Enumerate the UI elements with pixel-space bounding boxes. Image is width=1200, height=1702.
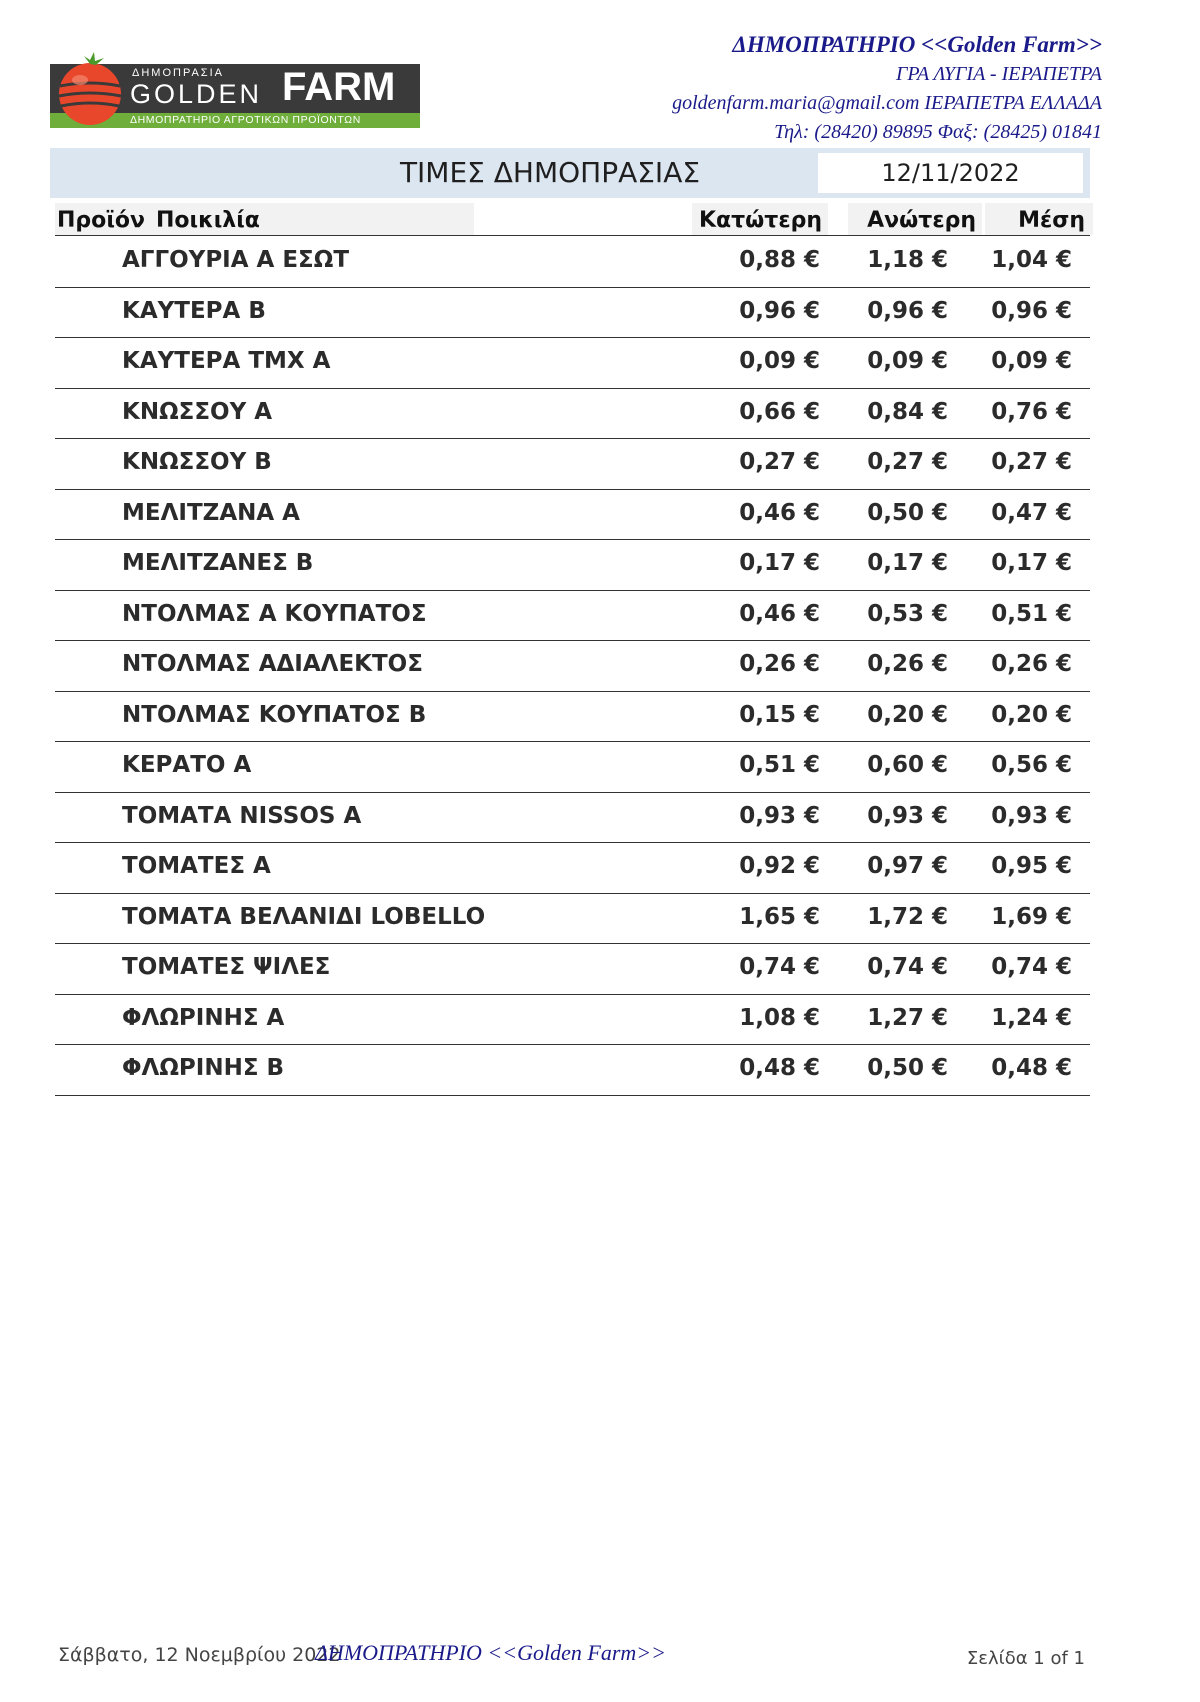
table-row — [55, 338, 1090, 389]
row-low-price: 0,26 € — [739, 651, 820, 677]
logo-farm-text: FARM — [282, 65, 396, 109]
company-email-line: goldenfarm.maria@gmail.com ΙΕΡΑΠΕΤΡΑ ΕΛΛΑΔΑ — [672, 92, 1102, 114]
row-avg-price: 0,26 € — [991, 651, 1072, 677]
tomato-icon — [54, 50, 126, 126]
table-row — [55, 641, 1090, 692]
row-variety: ΝΤΟΛΜΑΣ ΚΟΥΠΑΤΟΣ Β — [122, 701, 427, 728]
row-variety: ΝΤΟΛΜΑΣ ΑΔΙΑΛΕΚΤΟΣ — [122, 651, 423, 677]
page-footer — [0, 1640, 1200, 1680]
row-low-price: 0,51 € — [739, 752, 820, 778]
row-high-price: 0,60 € — [867, 752, 948, 778]
row-high-price: 0,93 € — [867, 802, 948, 829]
table-row — [55, 540, 1090, 591]
row-variety: ΜΕΛΙΤΖΑΝΕΣ Β — [122, 550, 314, 576]
row-high-price: 0,74 € — [867, 954, 948, 980]
row-low-price: 1,65 € — [739, 903, 820, 930]
row-low-price: 0,46 € — [739, 600, 820, 627]
row-low-price: 1,08 € — [739, 1004, 820, 1031]
row-low-price: 0,09 € — [739, 348, 820, 374]
table-row — [55, 591, 1090, 642]
logo-small-text: ΔΗΜΟΠΡΑΣΙΑ — [132, 67, 225, 79]
row-high-price: 1,27 € — [867, 1004, 948, 1031]
row-low-price: 0,46 € — [739, 499, 820, 526]
table-row — [55, 490, 1090, 541]
row-avg-price: 1,69 € — [991, 903, 1072, 930]
row-low-price: 0,15 € — [739, 701, 820, 728]
table-row — [55, 944, 1090, 995]
row-avg-price: 0,93 € — [991, 802, 1072, 829]
column-header-product: Προϊόν — [55, 203, 152, 235]
row-variety: ΤΟΜΑΤΑ NISSOS A — [122, 802, 362, 829]
column-header-variety: Ποικιλία — [152, 203, 474, 235]
company-address: ΓΡΑ ΛΥΓΙΑ - ΙΕΡΑΠΕΤΡΑ — [895, 63, 1102, 85]
table-row — [55, 439, 1090, 490]
column-header-high: Ανώτερη — [848, 203, 982, 235]
table-row — [55, 843, 1090, 894]
row-avg-price: 0,47 € — [991, 499, 1072, 526]
row-high-price: 0,26 € — [867, 651, 948, 677]
row-variety: ΦΛΩΡΙΝΗΣ Β — [122, 1055, 285, 1081]
row-variety: ΝΤΟΛΜΑΣ Α ΚΟΥΠΑΤΟΣ — [122, 600, 427, 627]
price-table — [55, 237, 1090, 1096]
row-avg-price: 0,48 € — [991, 1055, 1072, 1081]
row-high-price: 0,50 € — [867, 1055, 948, 1081]
row-high-price: 0,50 € — [867, 499, 948, 526]
row-variety: ΦΛΩΡΙΝΗΣ Α — [122, 1004, 285, 1031]
row-avg-price: 1,04 € — [991, 247, 1072, 273]
row-avg-price: 0,51 € — [991, 600, 1072, 627]
table-row — [55, 742, 1090, 793]
row-low-price: 0,17 € — [739, 550, 820, 576]
row-low-price: 0,93 € — [739, 802, 820, 829]
row-low-price: 0,48 € — [739, 1055, 820, 1081]
row-avg-price: 0,20 € — [991, 701, 1072, 728]
row-avg-price: 0,17 € — [991, 550, 1072, 576]
row-avg-price: 1,24 € — [991, 1004, 1072, 1031]
row-high-price: 0,84 € — [867, 398, 948, 425]
row-variety: ΤΟΜΑΤΕΣ Α — [122, 853, 271, 879]
row-low-price: 0,74 € — [739, 954, 820, 980]
row-low-price: 0,27 € — [739, 449, 820, 475]
row-variety: ΚΑΥΤΕΡΑ Β — [122, 297, 266, 324]
row-variety: ΑΓΓΟΥΡΙΑ Α ΕΣΩΤ — [122, 247, 350, 273]
footer-date: Σάββατο, 12 Νοεμβρίου 2022 — [58, 1644, 341, 1666]
company-name: ΔΗΜΟΠΡΑΤΗΡΙΟ <<Golden Farm>> — [732, 32, 1102, 57]
row-high-price: 0,96 € — [867, 297, 948, 324]
table-row — [55, 288, 1090, 339]
company-phone-line: Τηλ: (28420) 89895 Φαξ: (28425) 01841 — [774, 121, 1102, 143]
row-variety: ΜΕΛΙΤΖΑΝΑ Α — [122, 499, 300, 526]
table-row — [55, 692, 1090, 743]
table-row — [55, 1045, 1090, 1096]
table-row — [55, 237, 1090, 288]
footer-page-number: Σελίδα 1 of 1 — [966, 1648, 1085, 1669]
row-low-price: 0,92 € — [739, 853, 820, 879]
row-avg-price: 0,09 € — [991, 348, 1072, 374]
row-variety: ΚΑΥΤΕΡΑ ΤΜΧ Α — [122, 348, 331, 374]
row-avg-price: 0,76 € — [991, 398, 1072, 425]
row-low-price: 0,88 € — [739, 247, 820, 273]
table-row — [55, 389, 1090, 440]
row-high-price: 0,27 € — [867, 449, 948, 475]
row-avg-price: 0,95 € — [991, 853, 1072, 879]
row-avg-price: 0,27 € — [991, 449, 1072, 475]
logo-golden-text: GOLDEN — [130, 79, 263, 109]
table-row — [55, 995, 1090, 1046]
row-high-price: 1,18 € — [867, 247, 948, 273]
row-variety: ΚΕΡΑΤΟ Α — [122, 752, 252, 778]
column-header-avg: Μέση — [985, 203, 1093, 235]
page-title: ΤΙΜΕΣ ΔΗΜΟΠΡΑΣΙΑΣ — [399, 156, 701, 189]
row-avg-price: 0,96 € — [991, 297, 1072, 324]
row-variety: ΤΟΜΑΤΕΣ ΨΙΛΕΣ — [122, 954, 331, 980]
table-row — [55, 894, 1090, 945]
logo-tagline: ΔΗΜΟΠΡΑΤΗΡΙΟ ΑΓΡΟΤΙΚΩΝ ΠΡΟΪΟΝΤΩΝ — [130, 114, 361, 126]
row-avg-price: 0,74 € — [991, 954, 1072, 980]
table-row — [55, 793, 1090, 844]
header-divider — [55, 235, 1090, 236]
row-high-price: 0,17 € — [867, 550, 948, 576]
row-avg-price: 0,56 € — [991, 752, 1072, 778]
row-low-price: 0,96 € — [739, 297, 820, 324]
row-high-price: 0,09 € — [867, 348, 948, 374]
row-low-price: 0,66 € — [739, 398, 820, 425]
row-high-price: 0,20 € — [867, 701, 948, 728]
company-info — [672, 30, 1102, 147]
row-variety: ΚΝΩΣΣΟΥ Α — [122, 398, 273, 425]
row-high-price: 1,72 € — [867, 903, 948, 930]
column-header-low: Κατώτερη — [692, 203, 828, 235]
row-high-price: 0,97 € — [867, 853, 948, 879]
golden-farm-logo — [50, 48, 420, 128]
footer-company: ΔΗΜΟΠΡΑΤΗΡΙΟ <<Golden Farm>> — [315, 1640, 666, 1665]
row-variety: ΚΝΩΣΣΟΥ Β — [122, 449, 272, 475]
auction-date: 12/11/2022 — [818, 153, 1083, 193]
row-high-price: 0,53 € — [867, 600, 948, 627]
title-band — [50, 148, 1090, 198]
row-variety: ΤΟΜΑΤΑ ΒΕΛΑΝΙΔΙ LOBELLO — [122, 903, 486, 930]
